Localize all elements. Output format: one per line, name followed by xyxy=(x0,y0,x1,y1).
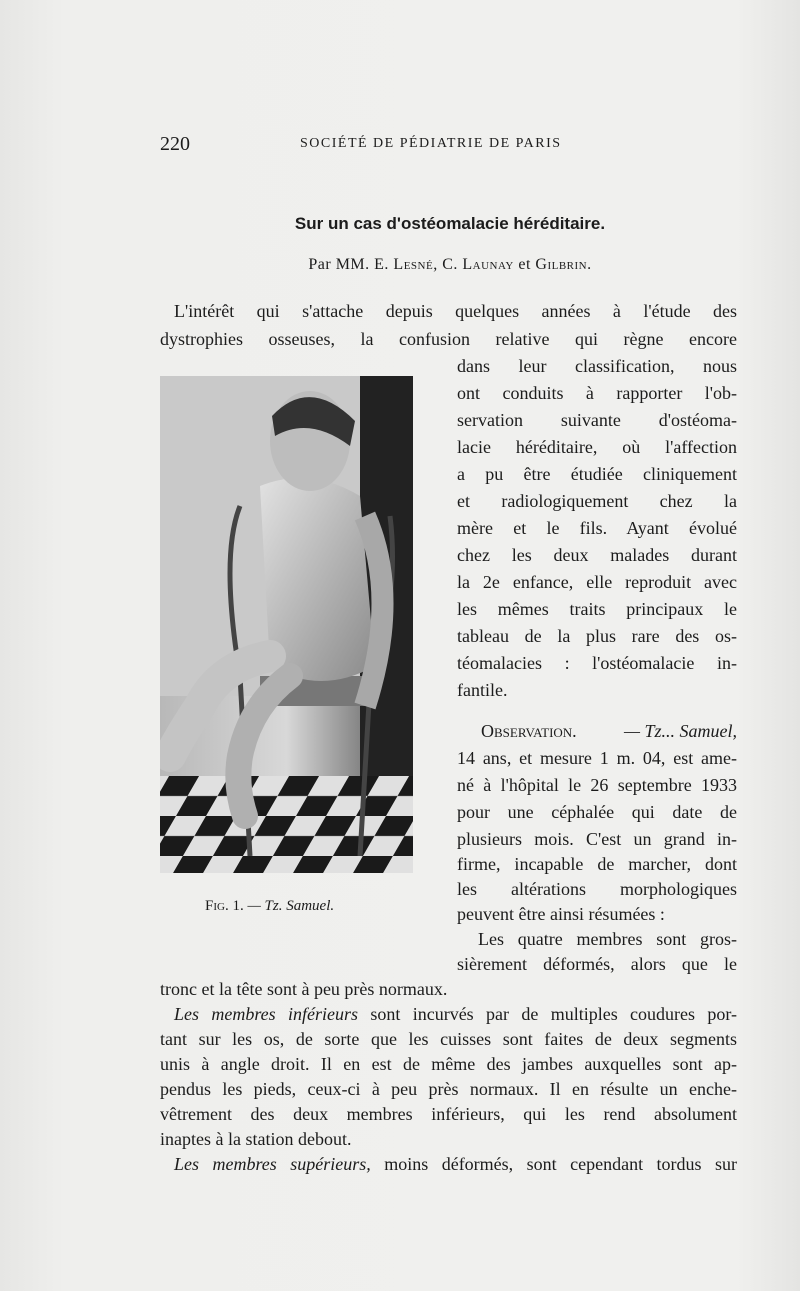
observation-heading xyxy=(481,720,737,742)
text-line: chez les deux malades durant xyxy=(457,545,737,565)
text-line: dans leur classification, nous xyxy=(457,356,737,376)
text-line: pendus les pieds, ceux-ci à peu près normaux. Il en résulte un enche- xyxy=(160,1079,737,1099)
text-line: mère et le fils. Ayant évolué xyxy=(457,518,737,538)
text-line: et radiologiquement chez la xyxy=(457,491,737,511)
text-line: peuvent être ainsi résumées : xyxy=(457,904,665,924)
text-line: plusieurs mois. C'est un grand in- xyxy=(457,829,737,849)
italic-lead: Les membres inférieurs xyxy=(174,1004,359,1024)
text-line: les altérations morphologiques xyxy=(457,879,737,899)
authors-sep-1: , C. xyxy=(433,256,458,273)
observation-label: Observation. xyxy=(481,721,577,741)
author-launay: Launay xyxy=(462,256,514,273)
text-line: pour une céphalée qui date de xyxy=(457,802,737,822)
text-line: téomalacies : l'ostéomalacie in- xyxy=(457,653,737,673)
text-line: vêtrement des deux membres inférieurs, qui les rend absolument xyxy=(160,1104,737,1124)
text-line: tant sur les os, de sorte que les cuisses sont faites de deux segments xyxy=(160,1029,737,1049)
text-line: inaptes à la station debout. xyxy=(160,1129,352,1149)
text-line: la 2e enfance, elle reproduit avec xyxy=(457,572,737,592)
text-line: L'intérêt qui s'attache depuis quelques années à l'étude des xyxy=(174,301,737,321)
authors-sep-2: et xyxy=(513,256,531,273)
line-rest: moins déformés, sont cependant tordus sur xyxy=(370,1154,737,1174)
line-rest: sont incurvés par de multiples coudures por- xyxy=(358,1004,737,1024)
article-authors xyxy=(160,256,740,274)
observation-patient: — Tz... Samuel, xyxy=(623,721,737,741)
text-line: fantile. xyxy=(457,680,508,700)
text-line: lacie héréditaire, où l'affection xyxy=(457,437,737,457)
page-number: 220 xyxy=(160,133,190,155)
text-line xyxy=(174,1153,737,1175)
text-line: tableau de la plus rare des os- xyxy=(457,626,737,646)
author-gilbrin: Gilbrin. xyxy=(535,256,592,273)
figure-caption xyxy=(205,898,334,915)
text-line: sièrement déformés, alors que le xyxy=(457,954,737,974)
text-line: ont conduits à rapporter l'ob- xyxy=(457,383,737,403)
text-line: servation suivante d'ostéoma- xyxy=(457,410,737,430)
photo-illustration xyxy=(160,376,413,873)
text-line xyxy=(174,1003,737,1025)
author-lesne: Lesné xyxy=(393,256,434,273)
running-title: SOCIÉTÉ DE PÉDIATRIE DE PARIS xyxy=(300,136,562,151)
text-line: unis à angle droit. Il en est de même des jambes auxquelles sont ap- xyxy=(160,1054,737,1074)
text-line: a pu être étudiée cliniquement xyxy=(457,464,737,484)
page-header xyxy=(160,133,740,157)
text-line: né à l'hôpital le 26 septembre 1933 xyxy=(457,775,737,795)
figure-photograph xyxy=(160,376,413,873)
caption-text: — Tz. Samuel. xyxy=(247,898,335,914)
text-line: firme, incapable de marcher, dont xyxy=(457,854,737,874)
text-line: Les quatre membres sont gros- xyxy=(478,929,737,949)
text-line: 14 ans, et mesure 1 m. 04, est ame- xyxy=(457,748,737,768)
article-title: Sur un cas d'ostéomalacie héréditaire. xyxy=(294,214,606,233)
caption-label: Fig. 1. xyxy=(205,898,244,914)
text-line: dystrophies osseuses, la confusion relative qui règne encore xyxy=(160,329,737,349)
italic-lead: Les membres supérieurs, xyxy=(174,1154,371,1174)
text-line: les mêmes traits principaux le xyxy=(457,599,737,619)
text-line: tronc et la tête sont à peu près normaux. xyxy=(160,979,448,999)
authors-prefix: Par MM. E. xyxy=(308,256,389,273)
